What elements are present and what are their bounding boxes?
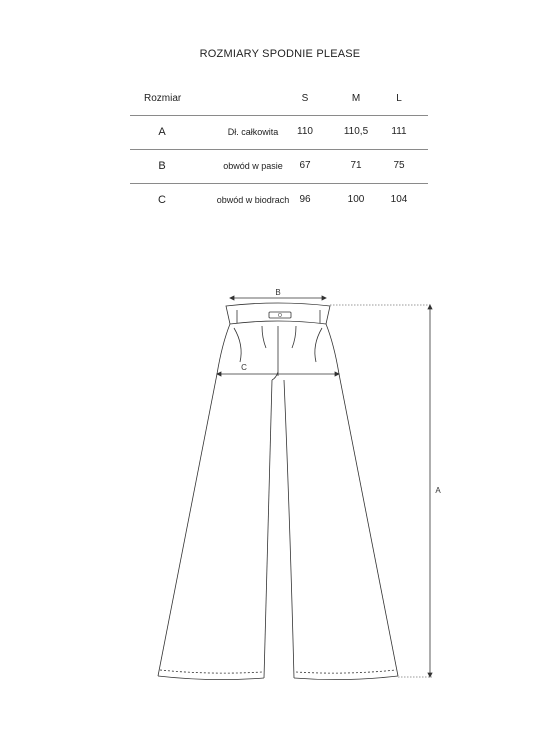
row-value-s: 96 [299,194,311,205]
row-value-s: 110 [297,126,313,137]
page-title: ROZMIARY SPODNIE PLEASE [199,48,361,60]
row-code: A [158,126,166,138]
fly-curve [272,372,278,380]
row-value-m: 100 [347,194,365,205]
row-value-l: 104 [390,194,408,205]
row-code: C [158,194,166,206]
row-value-m: 110,5 [343,126,369,137]
hem-stitch [160,670,262,673]
header-size-l: L [396,93,402,104]
button-icon: O [278,313,282,319]
leg-right-outer [339,374,398,676]
row-value-l: 111 [391,126,407,137]
hem-right [294,676,398,680]
measure-a-arrow [428,305,432,309]
inseam-left [264,380,272,678]
row-value-m: 71 [350,160,362,171]
hem-left [158,676,264,680]
measure-a-arrow [428,673,432,677]
row-desc: obwód w pasie [223,161,283,171]
row-desc: obwód w biodrach [216,195,290,205]
pleat-left [262,326,266,348]
label-a: A [435,486,441,495]
measure-b-arrow [322,296,326,300]
header-label: Rozmiar [144,93,182,104]
row-desc: Dł. całkowita [227,127,279,137]
pocket-right [315,328,322,362]
row-value-l: 75 [393,160,405,171]
row-code: B [158,160,166,172]
label-c: C [241,363,247,372]
inseam-right [284,380,294,678]
label-b: B [275,288,281,297]
header-size-m: M [351,93,361,104]
measure-b-arrow [230,296,234,300]
row-value-s: 67 [299,160,311,171]
pleat-right [292,326,296,348]
leg-left-outer [158,374,217,676]
pants-hip-right [326,324,339,374]
pocket-left [234,328,241,362]
header-size-s: S [301,93,309,104]
pants-hip-left [217,324,230,374]
hem-stitch [296,670,396,673]
